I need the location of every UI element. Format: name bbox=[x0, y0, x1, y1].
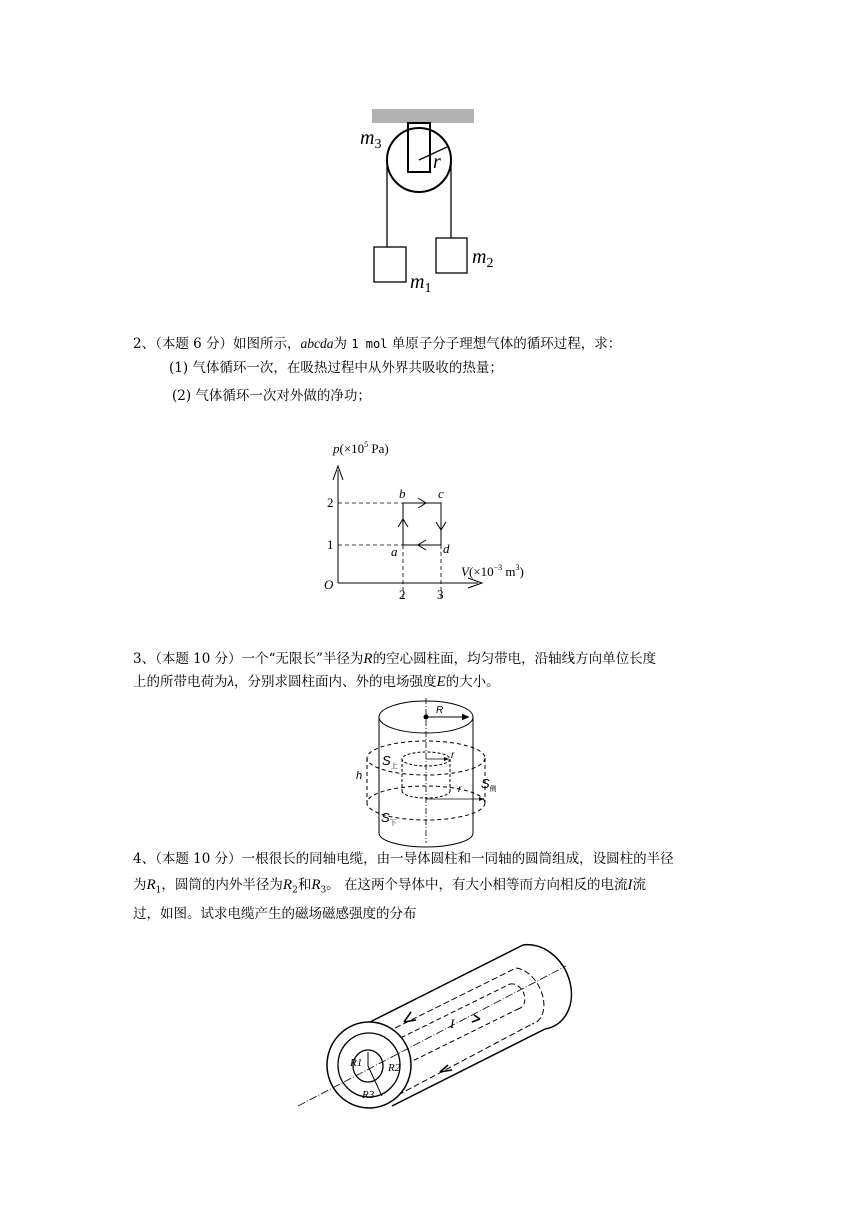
point-c: c bbox=[438, 486, 444, 501]
label-S-bottom: $S_下$ bbox=[381, 810, 397, 827]
q3-line1-a: 3、（本题 10 分）一个“无限长”半径为 bbox=[133, 651, 364, 667]
label-R1: R1 bbox=[350, 1057, 363, 1069]
outer-tube-far-end bbox=[523, 945, 571, 1029]
origin-label: O bbox=[324, 577, 334, 592]
q3-line2-a: 上的所带电荷为 bbox=[133, 674, 228, 690]
q3-symbol-lambda: λ bbox=[227, 674, 234, 690]
q2-suffix: 单原子分子理想气体的循环过程，求： bbox=[387, 336, 622, 352]
outer-tube-top-edge bbox=[370, 945, 523, 1022]
label-S-top: $S_上$ bbox=[382, 753, 398, 770]
q4-symbol-R3-sub: 3 bbox=[320, 885, 327, 896]
point-a: a bbox=[391, 544, 398, 559]
q3-symbol-E: E bbox=[436, 674, 446, 690]
q4-symbol-R3: R bbox=[311, 877, 321, 893]
point-b: b bbox=[399, 486, 406, 501]
q2-mid: 为 bbox=[333, 336, 352, 352]
q4-line2-c: 和 bbox=[297, 877, 312, 893]
q4-symbol-R2-sub: 2 bbox=[292, 885, 298, 896]
label-r-mid: r bbox=[458, 784, 462, 795]
current-arrow-mid bbox=[472, 1015, 480, 1022]
q4-symbol-R1-sub: 1 bbox=[155, 885, 162, 896]
current-arrow-bottom bbox=[440, 1065, 452, 1072]
q4-line2-e: 流 bbox=[632, 877, 647, 893]
label-I: I bbox=[450, 1016, 455, 1031]
label-r: r bbox=[433, 151, 441, 173]
q4-line2-b: ，圆筒的内外半径为 bbox=[161, 877, 283, 893]
q4-line2-a: 为 bbox=[133, 877, 147, 893]
q4-line3: 过，如图。试求电缆产生的磁场磁感强度的分布 bbox=[133, 906, 417, 922]
label-R3: R3 bbox=[362, 1089, 375, 1101]
q3-line2-c: 的大小。 bbox=[445, 674, 500, 690]
label-r-top: r bbox=[451, 750, 455, 761]
inner-conductor-far-end bbox=[510, 984, 525, 1009]
q2-item2: (2) 气体循环一次对外做的净功； bbox=[172, 388, 371, 404]
q2-abcda: abcda bbox=[300, 336, 334, 351]
point-d: d bbox=[443, 541, 450, 556]
label-R2: R2 bbox=[388, 1062, 401, 1074]
outer-tube-bottom-edge bbox=[392, 1029, 545, 1106]
x-tick-2: 2 bbox=[399, 587, 406, 602]
label-m1: $m_1$ bbox=[410, 271, 432, 296]
v-axis-label: $V(\times 10^{-3}$ $m^3$) bbox=[461, 563, 524, 579]
y-tick-2: 2 bbox=[327, 495, 334, 510]
q4-symbol-I: I bbox=[627, 877, 633, 893]
q2-mol: 1 mol bbox=[351, 337, 388, 351]
p-axis-label: $p(\times 10^5$ Pa) bbox=[333, 440, 389, 456]
q2-prefix: 2、（本题 6 分）如图所示， bbox=[133, 336, 301, 352]
current-arrow-top bbox=[404, 1012, 416, 1022]
q2-item1: (1) 气体循环一次，在吸热过程中从外界共吸收的热量； bbox=[169, 360, 503, 376]
label-h: h bbox=[356, 770, 363, 782]
q3-line2-b: ，分别求圆柱面内、外的电场强度 bbox=[234, 674, 437, 690]
q4-symbol-R1: R bbox=[146, 877, 156, 893]
q4-line2-d: 。 在这两个导体中，有大小相等而方向相反的电流 bbox=[326, 877, 628, 893]
label-S-side: $S_侧$ bbox=[481, 776, 497, 793]
label-m2: $m_2$ bbox=[472, 246, 494, 271]
q3-symbol-R: R bbox=[363, 651, 373, 667]
inner-bore-far-end bbox=[516, 968, 544, 1024]
q4-symbol-R2: R bbox=[282, 877, 293, 893]
label-R: R bbox=[436, 705, 444, 716]
q4-line1: 4、（本题 10 分）一根很长的同轴电缆，由一导体圆柱和一同轴的圆筒组成，设圆柱的半径 bbox=[133, 851, 674, 867]
y-tick-1: 1 bbox=[327, 537, 334, 552]
label-m3: $m_3$ bbox=[360, 127, 382, 152]
x-tick-3: 3 bbox=[437, 587, 444, 602]
q3-line1-b: 的空心圆柱面，均匀带电，沿轴线方向单位长度 bbox=[372, 651, 657, 667]
